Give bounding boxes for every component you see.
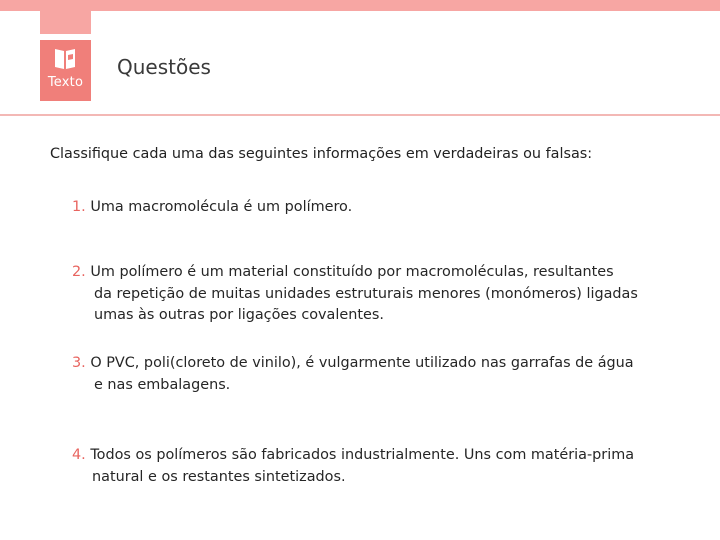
question-number: 1.	[72, 199, 86, 215]
question-number: 2.	[72, 264, 86, 280]
question-number: 4.	[72, 447, 86, 463]
question-item	[72, 197, 352, 219]
logo-tab	[40, 11, 91, 34]
logo	[40, 40, 91, 101]
question-text: natural e os restantes sintetizados.	[92, 468, 346, 485]
question-item	[72, 262, 638, 327]
instruction-text: Classifique cada uma das seguintes informações em verdadeiras ou falsas:	[50, 146, 593, 162]
question-text: O PVC, poli(cloreto de vinilo), é vulgarmente utilizado nas garrafas de água	[90, 355, 634, 371]
question-item	[72, 353, 634, 396]
question-text: Uma macromolécula é um polímero.	[90, 199, 353, 215]
question-text: e nas embalagens.	[94, 376, 231, 393]
header-band	[0, 0, 720, 11]
question-text: Um polímero é um material constituído por macromoléculas, resultantes	[90, 264, 614, 280]
divider	[0, 114, 720, 116]
book-icon	[53, 46, 78, 71]
page-title: Questões	[117, 55, 211, 79]
question-item	[72, 445, 634, 488]
question-number: 3.	[72, 355, 86, 371]
question-text: umas às outras por ligações covalentes.	[94, 307, 384, 323]
question-text: da repetição de muitas unidades estruturais menores (monómeros) ligadas	[94, 285, 638, 302]
logo-label: Texto	[47, 75, 84, 90]
question-text: Todos os polímeros são fabricados industrialmente. Uns com matéria-prima	[90, 447, 635, 463]
